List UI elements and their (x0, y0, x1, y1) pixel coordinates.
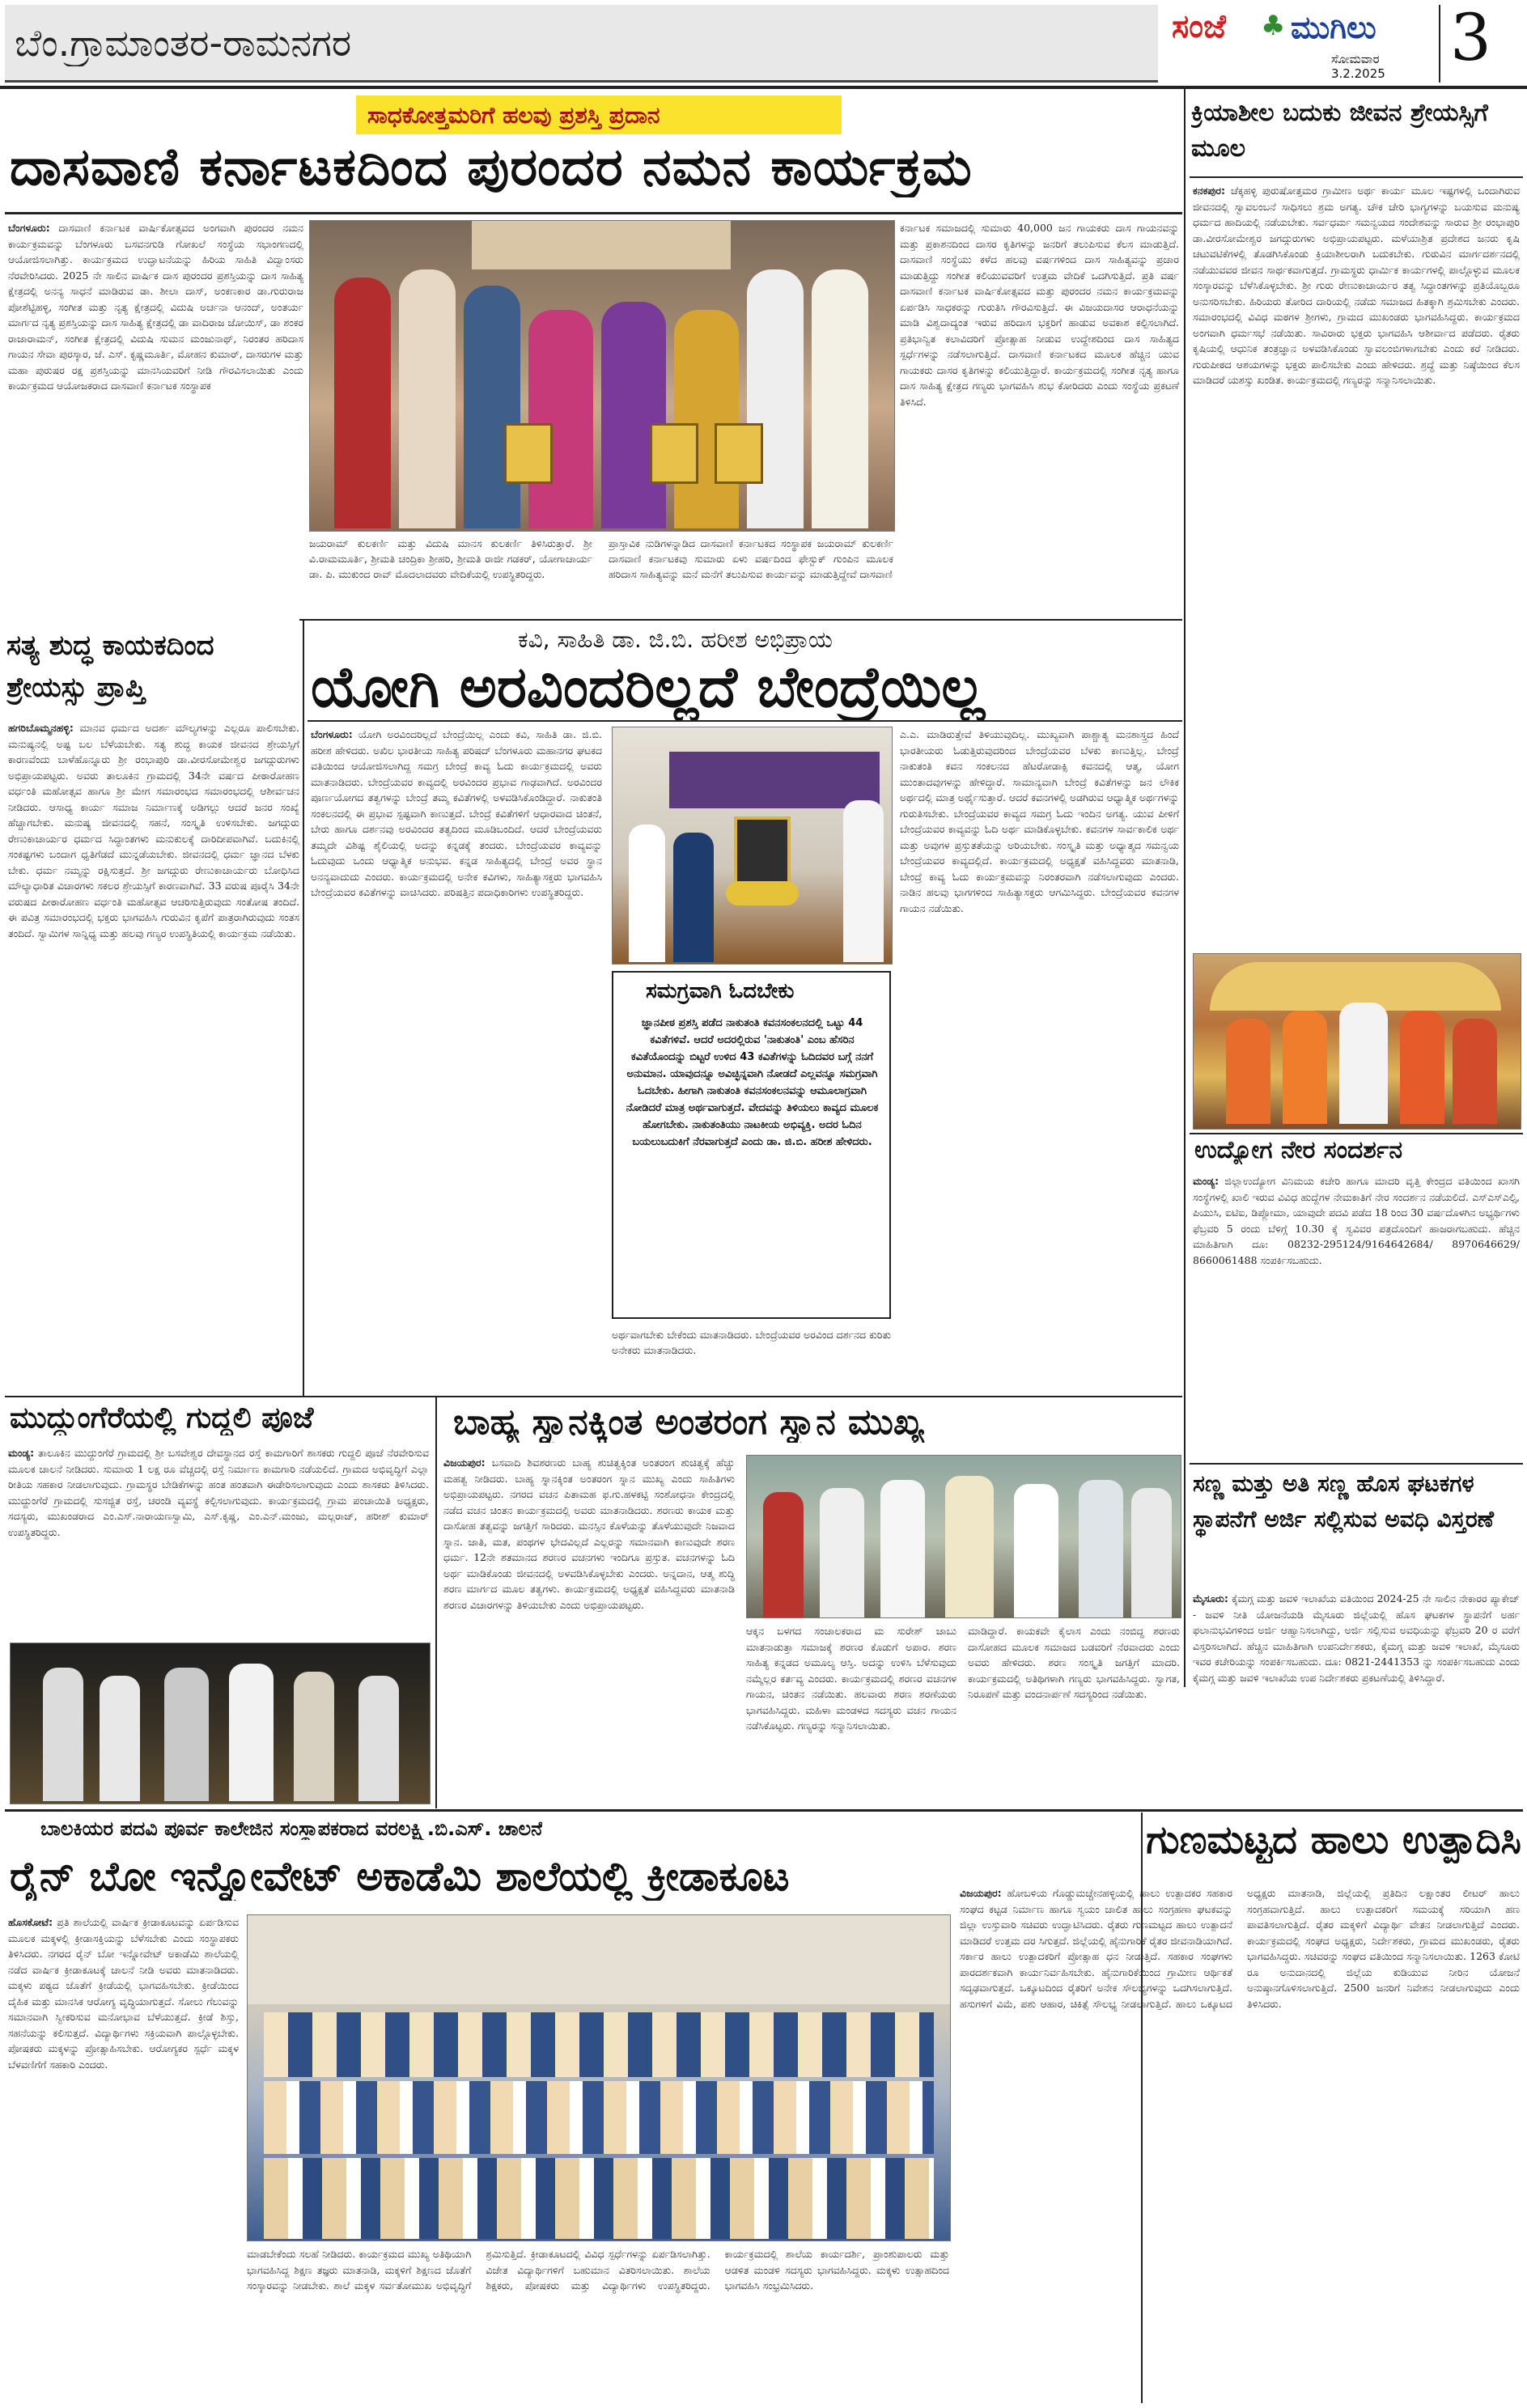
apply-dateline: ಮೈಸೂರು: (1193, 1592, 1228, 1605)
apply-headline-box (1193, 1466, 1521, 1586)
apply-body (1193, 1591, 1520, 1834)
photo-person-silhouette (1400, 1011, 1444, 1124)
photo-person-silhouette (601, 302, 666, 528)
satya-body (8, 720, 299, 1392)
right-story-body (1193, 183, 1520, 943)
yogi-photo-caption: ಅರ್ಥವಾಗಬೇಕು ಬೇಕೆಂದು ಮಾತನಾಡಿದರು. ಬೇಂದ್ರೆಯವರ ಅರವಿಂದ ದರ್ಶನದ ಕುರಿತು ಅನೇಕರು ಮಾತನಾಡಿದರು. (612, 1329, 891, 1356)
satya-dateline: ಹಗರಿಬೊಮ್ಮನಹಳ್ಳಿ: (8, 722, 74, 734)
milk-dateline: ವಿಜಯಪುರ: (960, 1887, 1002, 1899)
photo-person-silhouette (763, 1492, 804, 1617)
photo-person-silhouette (1453, 1019, 1497, 1124)
snana-photo-felicitation (746, 1455, 1181, 1618)
story1-kicker: ಸಾಧಕೋತ್ತಮರಿಗೆ ಹಲವು ಪ್ರಶಸ್ತಿ ಪ್ರದಾನ (367, 102, 660, 129)
guddali-headline: ಮುದ್ದುಂಗೆರೆಯಲ್ಲಿ ಗುದ್ದಲಿ ಪೂಜೆ (10, 1401, 314, 1435)
story1-kicker-box (356, 95, 842, 134)
rainbow-body-left (8, 1914, 239, 2400)
photo-award-frame (504, 423, 553, 484)
guddali-dateline: ಮಂಡ್ಯ: (8, 1447, 35, 1459)
yogi-box-body: ಜ್ಞಾನಪೀಠ ಪ್ರಶಸ್ತಿ ಪಡೆದ ನಾಕುತಂತಿ ಕವನಸಂಕಲನದಲ್ಲಿ ಒಟ್ಟು 44 ಕವಿತೆಗಳಿವೆ. ಆದರೆ ಅದರಲ್ಲಿರುವ 'ನಾಕುತಂತಿ' ಎಂಬ ಹೆಸರಿನ ಕವಿತೆಯೊಂದನ್ನು ಬಿಟ್ಟರೆ ಉಳಿದ 43 ಕವಿತೆಗಳನ್ನು ಓದಿದವರ ಬಗ್ಗೆ ನನಗೆ ಅನುಮಾನ. ಯಾವುದನ್ನೂ ಅವಿಚ್ಛಿನ್ನವಾಗಿ ನೋಡದೆ ಎಲ್ಲವನ್ನೂ ಸಮಗ್ರವಾಗಿ ಓದಬೇಕು. ಹೀಗಾಗಿ ನಾಕುತಂತಿ ಕವನಸಂಕಲನವನ್ನು ಆಮೂಲಾಗ್ರವಾಗಿ ನೋಡಿದರೆ ಮಾತ್ರ ಅರ್ಥವಾಗುತ್ತದೆ. ವೇದವನ್ನು ತಿಳಿಯಲು ಕಾವ್ಯದ ಮೂಲಕ ಹೋಗಬೇಕು. ನಾಕುತಂತಿಯು ನಾಟಕೀಯ ಅಭಿವ್ಯಕ್ತಿ. ಅದರ ಓದಿನ ಬಯಲುಬದುಕಿಗೆ ನೆರವಾಗುತ್ತದೆ ಎಂದು ಡಾ. ಜಿ.ಬಿ. ಹರೀಶ ಹೇಳಿದರು. (626, 1017, 879, 1148)
photo-person-silhouette (1339, 1003, 1388, 1124)
rainbow-headline: ರೈನ್ ಬೋ ಇನ್ನೋವೇಟ್ ಅಕಾಡೆಮಿ ಶಾಲೆಯಲ್ಲಿ ಕ್ರೀಡಾಕೂಟ (10, 1853, 790, 1900)
photo-person-silhouette (812, 269, 868, 528)
guddali-divider (435, 1396, 437, 1808)
page-number: 3 (1450, 0, 1491, 75)
photo-person-silhouette (629, 825, 665, 962)
yogi-body-right: ಎ.ಎ. ಮಾಡಿರುತ್ತೇವೆ ತಿಳಿಯುವುದಿಲ್ಲ. ಮುಖ್ಯವಾಗಿ ಪಾಶ್ಚಾತ್ಯ ಮನಶಾಸ್ತ್ರದ ಹಿಂದೆ ಭಾರತೀಯರು ಓಡುತ್ತಿರುವುದರಿಂದ ಬೇಂದ್ರೆಯವರ ಬೆಳಕು ಕಾಣುತ್ತಿಲ್ಲ. ಬೇಂದ್ರೆ ನಾಕುತಂತಿ ಕವನ ಸಂಕಲನದ ಹೆಟರೋಡಾಕ್ಸಿ ಕವನದಲ್ಲಿ ಆತ್ಮ, ಯೋಗ ಮುಂತಾದವುಗಳನ್ನು ಹೇಳಿದ್ದಾರೆ. ಸಾಮಾನ್ಯವಾಗಿ ಬೇಂದ್ರೆ ಕವಿತೆಗಳನ್ನು ಜನ ಲೌಕಿಕ ಅರ್ಥದಲ್ಲಿ ಮಾತ್ರ ಅರ್ಥೈಸುತ್ತಾರೆ. ಆದರೆ ಕವನಗಳಲ್ಲಿ ಅಡಗಿರುವ ಆಧ್ಯಾತ್ಮಿಕ ಅರ್ಥಗಳನ್ನು ಗುರುತಿಸಬೇಕು. ಬೇಂದ್ರೆಯವರ ಕಾವ್ಯದ ಸಮಗ್ರ ಓದು ಇಂದಿನ ಅಗತ್ಯ. ಯುವ ಪೀಳಿಗೆ ಬೇಂದ್ರೆಯವರ ಕಾವ್ಯವನ್ನು ಓದಿ ಅರ್ಥ ಮಾಡಿಕೊಳ್ಳಬೇಕು. ಕವನಗಳ ಸಾರ್ವಕಾಲಿಕ ಅರ್ಥ ಮತ್ತು ಅವುಗಳ ಪ್ರಸ್ತುತತೆಯನ್ನು ಅರಿಯಬೇಕು. ಸಂಸ್ಕೃತಿ ಮತ್ತು ಅಧ್ಯಾತ್ಮದ ಸಮನ್ವಯ ಬೇಂದ್ರೆಯವರ ಕಾವ್ಯದಲ್ಲಿದೆ. ಕಾರ್ಯಕ್ರಮದಲ್ಲಿ ಅಧ್ಯಕ್ಷತೆ ವಹಿಸಿದ್ದವರು ಮಾತನಾಡಿ, ಬೇಂದ್ರೆ ಕಾವ್ಯ ಓದು ಕಾರ್ಯಕ್ರಮವನ್ನು ನಿರಂತರವಾಗಿ ನಡೆಸಲಾಗುವುದು ಎಂದರು. ನಾಡಿನ ಹಲವು ಭಾಗಗಳಿಂದ ಸಾಹಿತ್ಯಾಸಕ್ತರು ಆಗಮಿಸಿದ್ದರು. ಬೇಂದ್ರೆಯವರ ಕವನಗಳ ಗಾಯನ ನಡೆಯಿತು. (900, 728, 1179, 914)
mid-rule (5, 1396, 1182, 1397)
photo-award-frame (715, 423, 763, 484)
photo-person-silhouette (945, 1476, 994, 1617)
photo-person-silhouette (880, 1480, 925, 1617)
milk-headline: ಗುಣಮಟ್ಟದ ಹಾಲು ಉತ್ಪಾದಿಸಿ (1146, 1817, 1521, 1863)
udyoga-headline: ಉದ್ಯೋಗ ನೇರ ಸಂದರ್ಶನ (1194, 1136, 1403, 1164)
right-story-body-text: ಚೆಕ್ಕಹಳ್ಳಿ ಪುರುಷೋತ್ತಮರ ಗ್ರಾಮೀಣ ಅರ್ಥ ಕಾರ್ಯ ಮೂಲ ಇಷ್ಟಗಳಲ್ಲಿ ಒಂದಾಗಿರುವ ಜೀವನದಲ್ಲಿ ಸ್ವಾವಲಂಬನೆ ಸಾಧಿಸಲು ಶ್ರಮ ಅಗತ್ಯ. ಚೌಕ ಚೇರಿ ಭಾಗ್ಯಗಳನ್ನು ಬಯಸುವ ಮನುಷ್ಯ ಧರ್ಮದ ಹಾದಿಯಲ್ಲಿ ನಡೆಯಬೇಕು. ಸರ್ವಧರ್ಮ ಸಮನ್ವಯದ ಸಂದೇಶವನ್ನು ಸಾರುವ ಶ್ರೀ ರಂಭಾಪುರಿ ಡಾ.ವೀರಸೋಮೇಶ್ವರ ಜಗದ್ಗುರುಗಳು ಅಭಿಪ್ರಾಯಪಟ್ಟರು. ಮಳೆಯಾಶ್ರಿತ ಪ್ರದೇಶದ ಜನರು ಕೃಷಿ ಚಟುವಟಿಕೆಗಳಲ್ಲಿ ತೊಡಗಿಸಿಕೊಂಡು ಕ್ರಿಯಾಶೀಲರಾಗಿ ಬದುಕಬೇಕು. ಗುರುವಿನ ಮಾರ್ಗದರ್ಶನದಲ್ಲಿ ನಡೆಯುವವರ ಜೀವನ ಸಾರ್ಥಕವಾಗುತ್ತದೆ. ಗ್ರಾಮಸ್ಥರು ಧಾರ್ಮಿಕ ಕಾರ್ಯಗಳಲ್ಲಿ ಪಾಲ್ಗೊಳ್ಳುವ ಮೂಲಕ ಸಂಸ್ಕಾರವನ್ನು ಬೆಳೆಸಿಕೊಳ್ಳಬೇಕು. ಶ್ರೀ ಗುರು ರೇಣುಕಾಚಾರ್ಯರ ತತ್ವ ಸಿದ್ಧಾಂತಗಳನ್ನು ಪ್ರತಿಯೊಬ್ಬರೂ ಅನುಸರಿಸಬೇಕು. ಹಿರಿಯರು ತೋರಿದ ದಾರಿಯಲ್ಲಿ ನಡೆದು ಸಮಾಜದ ಹಿತಕ್ಕಾಗಿ ಶ್ರಮಿಸಬೇಕು ಎಂದರು. ಸಮಾರಂಭದಲ್ಲಿ ವಿವಿಧ ಮಠಗಳ ಶ್ರೀಗಳು, ಗ್ರಾಮದ ಮುಖಂಡರು ಭಾಗವಹಿಸಿದ್ದರು. ಕಾರ್ಯಕ್ರಮದ ಅಂಗವಾಗಿ ಧರ್ಮಸಭೆ ನಡೆಯಿತು. ಸಾವಿರಾರು ಭಕ್ತರು ಭಾಗವಹಿಸಿ ಆಶೀರ್ವಾದ ಪಡೆದರು. ರೈತರು ಕೃಷಿಯಲ್ಲಿ ಆಧುನಿಕ ತಂತ್ರಜ್ಞಾನ ಅಳವಡಿಸಿಕೊಂಡು ಸ್ವಾವಲಂಬಿಗಳಾಗಬೇಕು ಎಂದು ಕರೆ ನೀಡಿದರು. ಗುರುಪೀಠದ ಆಶಯಗಳನ್ನು ಭಕ್ತರು ಪಾಲಿಸಬೇಕು ಎಂದು ಹೇಳಿದರು. ಶ್ರದ್ಧೆ ಮತ್ತು ನಿಷ್ಠೆಯಿಂದ ಕೆಲಸ ಮಾಡಿದರೆ ಯಶಸ್ಸು ಖಂಡಿತ. ಕಾರ್ಯಕ್ರಮದಲ್ಲಿ ಗಣ್ಯರನ್ನು ಸನ್ಮಾನಿಸಲಾಯಿತು. (1193, 184, 1520, 386)
photo-backdrop-building (248, 1915, 950, 2004)
story1-rule (5, 212, 1182, 214)
right-story-photo-religious-gathering (1193, 953, 1521, 1130)
photo-person-silhouette (358, 1676, 399, 1801)
rainbow-photo-students (247, 1914, 951, 2241)
photo-person-silhouette (528, 310, 593, 528)
photo-student-row (264, 2012, 934, 2077)
photo-person-silhouette (673, 833, 714, 962)
udyoga-body-text: ಜಿಲ್ಲಾಉದ್ಯೋಗ ವಿನಿಮಯ ಕಚೇರಿ ಹಾಗೂ ಮಾದರಿ ವೃತ್ತಿ ಕೇಂದ್ರದ ವತಿಯಿಂದ ಖಾಸಗಿ ಸಂಸ್ಥೆಗಳಲ್ಲಿ ಖಾಲಿ ಇರುವ ವಿವಿಧ ಹುದ್ದೆಗಳ ನೇಮಕಾತಿಗೆ ನೇರ ಸಂದರ್ಶನ ನಡೆಯಲಿದೆ. ಎಸ್ಎಸ್ಎಲ್ಸಿ, ಪಿಯುಸಿ, ಐಟಿಐ, ಡಿಪ್ಲೋಮಾ, ಯಾವುದೇ ಪದವಿ ಪಡೆದ 18 ರಿಂದ 30 ವರ್ಷದೊಳಗಿನ ಅಭ್ಯರ್ಥಿಗಳು ಫೆಬ್ರವರಿ 5 ರಂದು ಬೆಳಿಗ್ಗೆ 10.30 ಕ್ಕೆ ಸ್ವವಿವರ ಪತ್ರದೊಂದಿಗೆ ಹಾಜರಾಗಬಹುದು. ಹೆಚ್ಚಿನ ಮಾಹಿತಿಗಾಗಿ ದೂ: 08232-295124/9164642684/ 8970646629/ 8660061488 ಸಂಪರ್ಕಿಸಬಹುದು. (1193, 1175, 1520, 1266)
snana-headline: ಬಾಹ್ಯ ಸ್ನಾನಕ್ಕಿಂತ ಅಂತರಂಗ ಸ್ನಾನ ಮುಖ್ಯ (453, 1401, 924, 1443)
rainbow-kicker: ಬಾಲಕಿಯರ ಪದವಿ ಪೂರ್ವ ಕಾಲೇಜಿನ ಸಂಸ್ಥಾಪಕರಾದ ವರಲಕ್ಷ್ಮಿ.ಬಿ.ಎಸ್. ಚಾಲನೆ (40, 1817, 543, 1840)
rainbow-body-bottom: ಮಾಡಬೇಕೆಂದು ಸಲಹೆ ನೀಡಿದರು. ಕಾರ್ಯಕ್ರಮದ ಮುಖ್ಯ ಅತಿಥಿಯಾಗಿ ಭಾಗವಹಿಸಿದ್ದ ಶಿಕ್ಷಣ ತಜ್ಞರು ಮಾತನಾಡಿ, ಮಕ್ಕಳಿಗೆ ಶಿಕ್ಷಣದ ಜೊತೆಗೆ ಸಂಸ್ಕಾರವನ್ನು ನೀಡಬೇಕು. ಶಾಲೆ ಮಕ್ಕಳ ಸರ್ವತೋಮುಖ ಅಭಿವೃದ್ಧಿಗೆ ಶ್ರಮಿಸುತ್ತಿದೆ. ಕ್ರೀಡಾಕೂಟದಲ್ಲಿ ವಿವಿಧ ಸ್ಪರ್ಧೆಗಳನ್ನು ಏರ್ಪಡಿಸಲಾಗಿತ್ತು. ವಿಜೇತ ವಿದ್ಯಾರ್ಥಿಗಳಿಗೆ ಬಹುಮಾನ ವಿತರಿಸಲಾಯಿತು. ಶಾಲೆಯ ಶಿಕ್ಷಕರು, ಪೋಷಕರು ಮತ್ತು ವಿದ್ಯಾರ್ಥಿಗಳು ಉಪಸ್ಥಿತರಿದ್ದರು. ಕಾರ್ಯಕ್ರಮದಲ್ಲಿ ಶಾಲೆಯ ಕಾರ್ಯದರ್ಶಿ, ಪ್ರಾಂಶುಪಾಲರು ಮತ್ತು ಆಡಳಿತ ಮಂಡಳಿ ಸದಸ್ಯರು ಭಾಗವಹಿಸಿದ್ದರು. ಮಕ್ಕಳು ಉತ್ಸಾಹದಿಂದ ಭಾಗವಹಿಸಿ ಸಂಭ್ರಮಿಸಿದರು. (247, 2248, 949, 2291)
apply-rule (1190, 1463, 1523, 1465)
photo-person-silhouette (43, 1668, 83, 1801)
story1-dateline: ಬೆಂಗಳೂರು: (8, 222, 50, 234)
snana-body-left-text: ಬಸವಾದಿ ಶಿವಶರಣರು ಬಾಹ್ಯ ಶುಚಿತ್ವಕ್ಕಿಂತ ಅಂತರಂಗ ಶುಚಿತ್ವಕ್ಕೆ ಹೆಚ್ಚು ಮಹತ್ವ ನೀಡಿದರು. ಬಾಹ್ಯ ಸ್ನಾನಕ್ಕಿಂತ ಅಂತರಂಗ ಸ್ನಾನ ಮುಖ್ಯ ಎಂದು ಸಾಹಿತಿಗಳು ಅಭಿಪ್ರಾಯಪಟ್ಟರು. ನಗರದ ವಚನ ಪಿತಾಮಹ ಫ.ಗು.ಹಳಕಟ್ಟಿ ಸಂಶೋಧನಾ ಕೇಂದ್ರದಲ್ಲಿ ನಡೆದ ವಚನ ಚಿಂತನ ಕಾರ್ಯಕ್ರಮದಲ್ಲಿ ಅವರು ಮಾತನಾಡಿದರು. ಶರಣರು ಕಾಯಕ ಮತ್ತು ದಾಸೋಹ ತತ್ವವನ್ನು ಜಗತ್ತಿಗೆ ಸಾರಿದರು. ಮನಸ್ಸಿನ ಕೊಳೆಯನ್ನು ತೊಳೆಯುವುದೇ ನಿಜವಾದ ಸ್ನಾನ. ಜಾತಿ, ಮತ, ಪಂಥಗಳ ಭೇದವಿಲ್ಲದೆ ಎಲ್ಲರನ್ನು ಸಮಾನವಾಗಿ ಕಾಣುವುದೇ ಶರಣ ಧರ್ಮ. 12ನೇ ಶತಮಾನದ ಶರಣರ ವಚನಗಳು ಇಂದಿಗೂ ಪ್ರಸ್ತುತ. ವಚನಗಳನ್ನು ಓದಿ ಅರ್ಥ ಮಾಡಿಕೊಂಡು ಜೀವನದಲ್ಲಿ ಅಳವಡಿಸಿಕೊಳ್ಳಬೇಕು ಎಂದರು. ಅನ್ನದಾನ, ಆತ್ಮ ಶುದ್ಧಿ ಶರಣ ಮಾರ್ಗದ ಮೂಲ ತತ್ವಗಳು. ಕಾರ್ಯಕ್ರಮದಲ್ಲಿ ಅಧ್ಯಕ್ಷತೆ ವಹಿಸಿದ್ದವರು ಮಾತನಾಡಿ ಶರಣರ ವಿಚಾರಗಳನ್ನು ತಿಳಿಯಬೇಕು ಎಂದು ಅಭಿಪ್ರಾಯಪಟ್ಟರು. (443, 1456, 735, 1611)
palm-tree-icon: ♣ (1261, 10, 1286, 42)
right-story-rule (1190, 176, 1523, 178)
masthead-rule (0, 86, 1527, 89)
issue-day: ಸೋಮವಾರ (1331, 52, 1380, 66)
paper-name-part1: ಸಂಜೆ (1172, 8, 1227, 45)
guddali-body-text: ತಾಲೂಕಿನ ಮುದ್ದುಂಗೆರೆ ಗ್ರಾಮದಲ್ಲಿ ಶ್ರೀ ಬಸವೇಶ್ವರ ದೇವಸ್ಥಾನದ ರಸ್ತೆ ಕಾಮಗಾರಿಗೆ ಶಾಸಕರು ಗುದ್ದಲಿ ಪೂಜೆ ನೆರವೇರಿಸುವ ಮೂಲಕ ಚಾಲನೆ ನೀಡಿದರು. ಸುಮಾರು 1 ಲಕ್ಷ ರೂ ವೆಚ್ಚದಲ್ಲಿ ರಸ್ತೆ ನಿರ್ಮಾಣ ಕಾಮಗಾರಿ ನಡೆಯಲಿದೆ. ಗ್ರಾಮದ ಅಭಿವೃದ್ಧಿಗೆ ಎಲ್ಲಾ ರೀತಿಯ ಸಹಕಾರ ನೀಡಲಾಗುವುದು. ಗ್ರಾಮಸ್ಥರ ಬೇಡಿಕೆಗಳನ್ನು ಹಂತ ಹಂತವಾಗಿ ಈಡೇರಿಸಲಾಗುವುದು ಎಂದು ಶಾಸಕರು ತಿಳಿಸಿದರು. ಮುದ್ದುಂಗೆರೆ ಗ್ರಾಮದಲ್ಲಿ ಸುಸಜ್ಜಿತ ರಸ್ತೆ, ಚರಂಡಿ ವ್ಯವಸ್ಥೆ ಕಲ್ಪಿಸಲಾಗುವುದು. ಕಾರ್ಯಕ್ರಮದಲ್ಲಿ ಗ್ರಾಮ ಪಂಚಾಯಿತಿ ಅಧ್ಯಕ್ಷರು, ಸದಸ್ಯರು, ಮುಖಂಡರಾದ ಎಂ.ಎಸ್.ನಾರಾಯಣಸ್ವಾಮಿ, ಎಸ್.ಕೃಷ್ಣ, ಎಂ.ಎನ್.ಮಂಜು, ಮಲ್ಲರಾಜ್, ಹರೀಶ್ ಕುಮಾರ್ ಉಪಸ್ಥಿತರಿದ್ದರು. (8, 1447, 429, 1538)
issue-date: 3.2.2025 (1331, 66, 1385, 81)
paper-name-part2: ಮುಗಿಲು (1291, 10, 1376, 45)
photo-student-row (264, 2081, 934, 2154)
satya-headline: ಸತ್ಯ ಶುದ್ಧ ಕಾಯಕದಿಂದ ಶ್ರೇಯಸ್ಸು ಪ್ರಾಪ್ತಿ (6, 630, 214, 704)
photo-person-silhouette (1131, 1488, 1172, 1617)
photo-person-silhouette (229, 1664, 274, 1801)
photo-person-silhouette (1226, 1019, 1270, 1124)
guddali-photo-ground-breaking (10, 1643, 431, 1804)
yogi-body-left (311, 727, 602, 1390)
guddali-body (8, 1445, 429, 1639)
masthead-divider (1439, 5, 1440, 83)
photo-person-silhouette (1283, 1011, 1327, 1124)
photo-person-silhouette (334, 278, 391, 528)
rainbow-body-left-text: ಪ್ರತಿ ಶಾಲೆಯಲ್ಲಿ ವಾರ್ಷಿಕ ಕ್ರೀಡಾಕೂಟವನ್ನು ಏರ್ಪಡಿಸುವ ಮೂಲಕ ಮಕ್ಕಳಲ್ಲಿ ಕ್ರೀಡಾಸಕ್ತಿಯನ್ನು ಬೆಳೆಸಬೇಕು ಎಂದು ಸಂಸ್ಥಾಪಕರು ತಿಳಿಸಿದರು. ನಗರದ ರೈನ್ ಬೋ ಇನ್ನೋವೇಟ್ ಅಕಾಡೆಮಿ ಶಾಲೆಯಲ್ಲಿ ನಡೆದ ವಾರ್ಷಿಕ ಕ್ರೀಡಾಕೂಟಕ್ಕೆ ಚಾಲನೆ ನೀಡಿ ಅವರು ಮಾತನಾಡಿದರು. ಮಕ್ಕಳು ಪಠ್ಯದ ಜೊತೆಗೆ ಕ್ರೀಡೆಯಲ್ಲಿ ಭಾಗವಹಿಸಬೇಕು. ಕ್ರೀಡೆಯಿಂದ ದೈಹಿಕ ಮತ್ತು ಮಾನಸಿಕ ಆರೋಗ್ಯ ವೃದ್ಧಿಯಾಗುತ್ತದೆ. ಸೋಲು ಗೆಲುವನ್ನು ಸಮಾನವಾಗಿ ಸ್ವೀಕರಿಸುವ ಮನೋಭಾವ ಬೆಳೆಯುತ್ತದೆ. ಕ್ರೀಡೆ ಶಿಸ್ತು, ಸಹನೆಯನ್ನು ಕಲಿಸುತ್ತದೆ. ವಿದ್ಯಾರ್ಥಿಗಳು ಸಕ್ರಿಯವಾಗಿ ಪಾಲ್ಗೊಳ್ಳಬೇಕು. ಪೋಷಕರು ಮಕ್ಕಳನ್ನು ಪ್ರೋತ್ಸಾಹಿಸಬೇಕು. ಆರೋಗ್ಯಕರ ಸ್ಪರ್ಧೆ ಮಕ್ಕಳ ಬೆಳವಣಿಗೆಗೆ ಸಹಕಾರಿ ಎಂದರು. (8, 1916, 239, 2071)
snana-dateline: ವಿಜಯಪುರ: (443, 1456, 486, 1469)
story1-bottom-rule (299, 619, 1182, 621)
rainbow-dateline: ಹೊಸಕೋಟೆ: (8, 1916, 53, 1928)
photo-person-silhouette (1014, 1484, 1058, 1617)
story1-photo-caption-right: ಪ್ರಾಸ್ತಾವಿಕ ನುಡಿಗಳನ್ನಾಡಿದ ದಾಸವಾಣಿ ಕರ್ನಾಟಕದ ಸಂಸ್ಥಾಪಕ ಜಯರಾಮ್ ಕುಲಕರ್ಣಿ ದಾಸವಾಣಿ ಕರ್ನಾಟಕವು ಸುಮಾರು ಏಳು ವರ್ಷದಿಂದ ಫೇಸ್ಬುಕ್ ಗುಂಪಿನ ಮೂಲಕ ಹರಿದಾಸ ಸಾಹಿತ್ಯವನ್ನು ಮನೆ ಮನೆಗೆ ತಲುಪಿಸುವ ಕಾರ್ಯವನ್ನು ಮಾಡುತ್ತಿದ್ದೇವೆ ದಾಸವಾಣಿ (609, 537, 893, 580)
apply-body-text: ಕೈಮಗ್ಗ ಮತ್ತು ಜವಳಿ ಇಲಾಖೆಯ ವತಿಯಿಂದ 2024-25 ನೇ ಸಾಲಿನ ನೇಕಾರರ ಪ್ಯಾಕೇಜ್ - ಜವಳಿ ನೀತಿ ಯೋಜನೆಯಡಿ ಮೈಸೂರು ಜಿಲ್ಲೆಯಲ್ಲಿ ಹೊಸ ಘಟಕಗಳ ಸ್ಥಾಪನೆಗೆ ಅರ್ಹ ಫಲಾನುಭವಿಗಳಿಂದ ಅರ್ಜಿ ಆಹ್ವಾನಿಸಲಾಗಿದ್ದು, ಅರ್ಜಿ ಸಲ್ಲಿಸುವ ಅವಧಿಯನ್ನು ಫೆಬ್ರವರಿ 20 ರ ವರೆಗೆ ವಿಸ್ತರಿಸಲಾಗಿದೆ. ಹೆಚ್ಚಿನ ಮಾಹಿತಿಗಾಗಿ ಉಪನಿರ್ದೇಶಕರು, ಕೈಮಗ್ಗ ಮತ್ತು ಜವಳಿ ಇಲಾಖೆ, ಮೈಸೂರು ಇವರ ಕಚೇರಿಯನ್ನು ಸಂಪರ್ಕಿಸಬಹುದು. ದೂ: 0821-2441353 ನ್ನು ಸಂಪರ್ಕಿಸಬಹುದು ಎಂದು ಕೈಮಗ್ಗ ಮತ್ತು ಜವಳಿ ಇಲಾಖೆಯ ಉಪ ನಿರ್ದೇಶಕರು ಪ್ರಕಟಣೆಯಲ್ಲಿ ತಿಳಿಸಿದ್ದಾರೆ. (1193, 1592, 1520, 1684)
photo-person-silhouette (1079, 1480, 1123, 1617)
photo-person-silhouette (100, 1676, 140, 1801)
story1-photo-caption-left: ಜಯರಾಮ್ ಕುಲಕರ್ಣಿ ಮತ್ತು ವಿದುಷಿ ಮಾನಸ ಕುಲಕರ್ಣಿ ತಿಳಿಸಿರುತ್ತಾರೆ. ಶ್ರೀ ವಿ.ರಾಮಮೂರ್ತಿ, ಶ್ರೀಮತಿ ಚಂದ್ರಿಕಾ ಶ್ರೀಹರಿ, ಶ್ರೀಮತಿ ರಾಜೀ ಗಡಕರ್, ಯೋಗಾಚಾರ್ಯ ಡಾ. ಪಿ. ಮುಕುಂದ ರಾವ್ ಮೊದಲಾದವರು ವೇದಿಕೆಯಲ್ಲಿ ಉಪಸ್ಥಿತರಿದ್ದರು. (309, 537, 592, 580)
udyoga-body (1193, 1173, 1520, 1456)
photo-person-silhouette (399, 269, 456, 528)
milk-body (960, 1885, 1520, 2400)
photo-person-silhouette (294, 1672, 334, 1801)
story1-body-right: ಕರ್ನಾಟಕ ಸಮಾಜದಲ್ಲಿ ಸುಮಾರು 40,000 ಜನ ಗಾಯಕರು ದಾಸ ಗಾಯನವನ್ನು ಮತ್ತು ಪ್ರಕಾಶನದಿಂದ ದಾಸರ ಕೃತಿಗಳನ್ನು ಜನರಿಗೆ ತಲುಪಿಸುವ ಕೆಲಸ ಮಾಡುತ್ತಿದೆ. ದಾಸವಾಣಿ ಸಂಸ್ಥೆಯು ಕಳೆದ ಹಲವು ವರ್ಷಗಳಿಂದ ದಾಸ ಸಾಹಿತ್ಯವನ್ನು ಪ್ರಚಾರ ಮಾಡುತ್ತಿದ್ದು ಸಂಗೀತ ಕಲಿಯುವವರಿಗೆ ಉತ್ತಮ ವೇದಿಕೆ ಒದಗಿಸುತ್ತಿದೆ. ಪ್ರತಿ ವರ್ಷ ದಾಸವಾಣಿ ಕರ್ನಾಟಕ ವಾರ್ಷಿಕೋತ್ಸವದ ಮತ್ತು ಪುರಂದರ ನಮನ ಕಾರ್ಯಕ್ರಮವನ್ನು ಏರ್ಪಡಿಸಿ ಸಾಧಕರನ್ನು ಗುರುತಿಸಿ ಗೌರವಿಸುತ್ತಿದೆ. ಈ ವಿಜಯದಾಸರ ಆರಾಧನೆಯನ್ನು ಮಾಡಿ ವಿಶ್ವದಾದ್ಯಂತ ಇರುವ ಹರಿದಾಸ ಭಕ್ತರಿಗೆ ಹಾಡುವ ಅವಕಾಶ ಕಲ್ಪಿಸಲಾಗಿದೆ. ಪ್ರತಿಭಾನ್ವಿತ ಕಲಾವಿದರಿಗೆ ಪ್ರೋತ್ಸಾಹ ನೀಡುವ ಉದ್ದೇಶದಿಂದ ದಾಸ ಸಾಹಿತ್ಯದ ಸ್ಪರ್ಧೆಗಳನ್ನು ನಡೆಸಲಾಗುತ್ತಿದೆ. ದಾಸವಾಣಿ ಕರ್ನಾಟಕದ ಮೂಲಕ ಹೆಚ್ಚಿನ ಯುವ ಗಾಯಕರು ದಾಸರ ಕೃತಿಗಳನ್ನು ಕಲಿಯುತ್ತಿದ್ದಾರೆ. ಕಾರ್ಯಕ್ರಮದಲ್ಲಿ ಸಂಗೀತ ನೃತ್ಯ ಹಾಗೂ ದಾಸ ಸಾಹಿತ್ಯ ಕ್ಷೇತ್ರದ ಗಣ್ಯರು ಭಾಗವಹಿಸಿ ಶುಭ ಕೋರಿದರು ಎಂದು ಸಂಸ್ಥೆಯ ಪ್ರಕಟಣೆ ತಿಳಿಸಿದೆ. (900, 222, 1179, 408)
satya-divider (303, 619, 304, 1396)
right-story-headline: ಕ್ರಿಯಾಶೀಲ ಬದುಕು ಜೀವನ ಶ್ರೇಯಸ್ಸಿಗೆ ಮೂಲ (1191, 99, 1488, 163)
snana-body-right: ಆಕ್ಕನ ಬಳಗದ ಸಂಚಾಲಕರಾದ ಮ ಸುರೇಶ್ ಜಾಬು ಮಾತನಾಡುತ್ತಾ ಸಮಾಜಕ್ಕೆ ಶರಣರ ಕೊಡುಗೆ ಅಪಾರ. ಶರಣ ಸಾಹಿತ್ಯ ಕನ್ನಡದ ಅಮೂಲ್ಯ ಆಸ್ತಿ. ಅದನ್ನು ಉಳಿಸಿ ಬೆಳೆಸುವುದು ನಮ್ಮೆಲ್ಲರ ಕರ್ತವ್ಯ ಎಂದರು. ಕಾರ್ಯಕ್ರಮದಲ್ಲಿ ಶರಣರ ವಚನಗಳ ಗಾಯನ, ಚಿಂತನ ನಡೆಯಿತು. ಹಲವಾರು ಶರಣ ಶರಣೆಯರು ಭಾಗವಹಿಸಿದ್ದರು. ಮಹಿಳಾ ಮಂಡಳದ ಸದಸ್ಯರು ವಚನ ಗಾಯನ ನಡೆಸಿಕೊಟ್ಟರು. ಗಣ್ಯರನ್ನು ಸನ್ಮಾನಿಸಲಾಯಿತು. (746, 1625, 956, 1732)
apply-headline: ಸಣ್ಣ ಮತ್ತು ಅತಿ ಸಣ್ಣ ಹೊಸ ಘಟಕಗಳ ಸ್ಥಾಪನೆಗೆ ಅರ್ಜಿ ಸಲ್ಲಿಸುವ ಅವಧಿ ವಿಸ್ತರಣೆ (1193, 1470, 1495, 1533)
right-story-dateline: ಕನಕಪುರ: (1193, 184, 1225, 197)
lower-rule (5, 1809, 1523, 1812)
paper-logo (1165, 5, 1432, 83)
yogi-photo-tribute (612, 727, 893, 964)
photo-backdrop-banner (472, 221, 731, 269)
photo-person-silhouette (820, 1488, 864, 1617)
photo-person-silhouette (164, 1668, 209, 1801)
photo-portrait-frame (734, 816, 791, 885)
photo-person-silhouette (747, 269, 804, 528)
satya-headline-box (6, 625, 299, 715)
photo-person-silhouette (674, 310, 739, 528)
satya-body-text: ಮಾನವ ಧರ್ಮದ ಅದರ್ಶ ಮೌಲ್ಯಗಳನ್ನು ಎಲ್ಲರೂ ಪಾಲಿಸಬೇಕು. ಮನುಷ್ಯನಲ್ಲಿ ಅಷ್ಟ ಬಲ ಬೆಳೆಯಬೇಕು. ಸತ್ಯ ಶುದ್ಧ ಕಾಯಕ ಜೀವನದ ಶ್ರೇಯಸ್ಸಿಗೆ ಕಾರಣವೆಂದು ಬಾಳೆಹೊನ್ನೂರು ಶ್ರೀ ರಂಭಾಪುರಿ ಡಾ.ವೀರಸೋಮೇಶ್ವರ ಜಗದ್ಗುರುಗಳು ಅಭಿಪ್ರಾಯಪಟ್ಟರು. ಅವರು ತಾಲೂಕಿನ ಗ್ರಾಮದಲ್ಲಿ 34ನೇ ವರ್ಷದ ಪೀಠಾರೋಹಣ ವರ್ಧಂತಿ ಮಹೋತ್ಸವ ಹಾಗೂ ಶ್ರೀ ಮೇಗ ಸಮಾರಂಭದ ಸಮಾರಂಭದಲ್ಲಿ ಆಶೀರ್ವಚನ ನೀಡಿದರು. ಆಸಾಧ್ಯ ಕಾರ್ಯ ಸಮಾಜ ನಿರ್ಮಾಣಕ್ಕೆ ಅಡಿಗಲ್ಲು ಆದರೆ ಜನರ ಸಂಖ್ಯೆ ಹೆಚ್ಚಾಗಬೇಕು. ಮನುಷ್ಯ ಜೀವನದಲ್ಲಿ ಸಹನೆ, ಸಂಸ್ಕೃತಿ ಉಳಿಸಬೇಕು. ಜಗದ್ಗುರು ರೇಣುಕಾಚಾರ್ಯರ ಧರ್ಮದ ಸಿದ್ಧಾಂತಗಳು ಮನುಕುಲಕ್ಕೆ ದಾರಿದೀಪವಾಗಿವೆ. ಬದುಕಿನಲ್ಲಿ ಸಂಕಷ್ಟಗಳು ಬಂದಾಗ ಧೃತಿಗೆಡದೆ ಮುನ್ನಡೆಯಬೇಕು. ಜೀವನದಲ್ಲಿ ಧರ್ಮ ಜ್ಞಾನದ ಬೆಳಕು ಬೇಕು. ಧರ್ಮ ನಮ್ಮನ್ನು ರಕ್ಷಿಸುತ್ತದೆ. ಶ್ರೀ ಜಗದ್ಗುರು ರೇಣುಕಾಚಾರ್ಯರು ಬೋಧಿಸಿದ ಮೌಲ್ಯಾಧಾರಿತ ವಿಚಾರಗಳು ಸಕಲರ ಶ್ರೇಯಸ್ಸಿಗೆ ಕಾರಣವಾಗಿವೆ. 33 ವರುಷ ಪೂರೈಸಿ 34ನೇ ವರುಷದ ಪೀಠಾರೋಹಣ ವರ್ಧಂತಿ ಮಹೋತ್ಸವ ಆಚರಿಸುತ್ತಿರುವುದು ಸಂತೋಷ ತಂದಿದೆ. ಈ ಪವಿತ್ರ ಸಮಾರಂಭದಲ್ಲಿ ಭಕ್ತರು ಭಾಗವಹಿಸಿ ಗುರುವಿನ ಕೃಪೆಗೆ ಪಾತ್ರರಾಗಿರುವುದು ಸಂತಸ ತಂದಿದೆ. ಸ್ವಾಮಿಗಳ ಸಾನ್ನಿಧ್ಯ ಮತ್ತು ಹಲವು ಗಣ್ಯರ ಉಪಸ್ಥಿತಿಯಲ್ಲಿ ಕಾರ್ಯಕ್ರಮ ನಡೆಯಿತು. (8, 722, 299, 939)
yogi-rule (308, 720, 1182, 722)
yogi-box-title: ಸಮಗ್ರವಾಗಿ ಓದಬೇಕು (646, 979, 795, 1003)
snana-body-far-right: ಮಾಡಿದ್ದಾರೆ. ಕಾಯಕವೇ ಕೈಲಾಸ ಎಂದು ನಂಬಿದ್ದ ಶರಣರು ದಾಸೋಹದ ಮೂಲಕ ಸಮಾಜದ ಬಡವರಿಗೆ ನೆರವಾದರು ಎಂದು ಅವರು ಹೇಳಿದರು. ಶರಣ ಸಂಸ್ಕೃತಿ ಜಗತ್ತಿಗೆ ಮಾದರಿ. ಕಾರ್ಯಕ್ರಮದಲ್ಲಿ ಅತಿಥಿಗಳಾಗಿ ಗಣ್ಯರು ಭಾಗವಹಿಸಿದ್ದರು. ಸ್ವಾಗತ, ನಿರೂಪಣೆ ಮತ್ತು ವಂದನಾರ್ಪಣೆ ಸದಸ್ಯರಿಂದ ನಡೆಯಿತು. (968, 1625, 1180, 1700)
snana-body-left (443, 1455, 735, 1803)
photo-person-silhouette (464, 286, 520, 528)
right-column-divider (1184, 89, 1186, 1687)
photo-award-frame (650, 423, 698, 484)
story1-photo-award-ceremony (309, 220, 895, 532)
photo-backdrop-banner (669, 752, 880, 808)
udyoga-rule (1190, 1133, 1523, 1134)
section-title: ಬೆಂ.ಗ್ರಾಮಾಂತರ-ರಾಮನಗರ (15, 21, 352, 65)
udyoga-dateline: ಮಂಡ್ಯ: (1193, 1175, 1219, 1187)
story1-body-left-text: ದಾಸವಾಣಿ ಕರ್ನಾಟಕ ವಾರ್ಷಿಕೋತ್ಸವದ ಅಂಗವಾಗಿ ಪುರಂದರ ನಮನ ಕಾರ್ಯಕ್ರಮವನ್ನು ಬೆಂಗಳೂರು ಬಸವನಗುಡಿ ಗೋಖಲೆ ಸಂಸ್ಥೆಯ ಸಭಾಂಗಣದಲ್ಲಿ ಆಯೋಜಿಸಲಾಗಿತ್ತು. ಕಾರ್ಯಕ್ರಮದ ಉದ್ಘಾಟನೆಯನ್ನು ಹಿರಿಯ ಸಾಹಿತಿ ವಿದ್ವಾಂಸರು ನೆರವೇರಿಸಿದರು. 2025 ನೇ ಸಾಲಿನ ವಾರ್ಷಿಕ ದಾಸ ಪುರಂದರ ಪ್ರಶಸ್ತಿಯನ್ನು ದಾಸ ಸಾಹಿತ್ಯ ಕ್ಷೇತ್ರದಲ್ಲಿ ಅನನ್ಯ ಸಾಧನೆ ಮಾಡಿರುವ ಡಾ. ಶೀಲಾ ದಾಸ್, ಅಂಕಣಕಾರ ಡಾ.ಗುರುರಾಜ ಪೋಶೆಟ್ಟಿಹಳ್ಳಿ, ಸಂಗೀತ ಮತ್ತು ನೃತ್ಯ ಕ್ಷೇತ್ರದಲ್ಲಿ ವಿದುಷಿ ಅರ್ಚನಾ ಆನಂದ್, ಅಂತರ್ಯ ಮಾರ್ಗದ ನೃತ್ಯ ಪ್ರಶಸ್ತಿಯನ್ನು ದಾಸ ಸಾಹಿತ್ಯ ಕ್ಷೇತ್ರದಲ್ಲಿ ಡಾ ವಾದಿರಾಜ ಜೋಯಿಸ್, ಡಾ ಶಂಕರ ರಾಜಾರಾಮನ್, ಸಂಗೀತ ಕ್ಷೇತ್ರದಲ್ಲಿ ವಿದುಷಿ ಸುಮನ ಮಂಜುನಾಥ್, ನಿರಂತರ ಹರಿದಾಸ ಗಾಯನ ಸೇವಾ ಪುರಸ್ಕಾರ, ಜೆ. ಎಸ್. ಕೃಷ್ಣಮೂರ್ತಿ, ಮೋಹನ ಕುಮಾರ್, ದಾಸರುಗಳ ಮತ್ತು ಮಹಾ ಪುರುಷರ ರಕ್ಷ ಪ್ರಶಸ್ತಿಯನ್ನು ಮಾನಸಿಯವರಿಗೆ ನೀಡಿ ಗೌರವಿಸಲಾಯಿತು ಎಂದು ಕಾರ್ಯಕ್ರಮದ ಆಯೋಜಕರಾದ ದಾಸವಾಣಿ ಕರ್ನಾಟಕ ಸಂಸ್ಥಾಪಕ (8, 222, 303, 392)
yogi-dateline: ಬೆಂಗಳೂರು: (311, 728, 353, 740)
yogi-sidebar-box (612, 971, 891, 1319)
right-story-headline-box (1191, 95, 1521, 173)
section-banner (5, 5, 1158, 83)
yogi-kicker: ಕವಿ, ಸಾಹಿತಿ ಡಾ. ಜಿ.ಬಿ. ಹರೀಶ ಅಭಿಪ್ರಾಯ (518, 626, 833, 653)
photo-person-silhouette (843, 800, 884, 962)
photo-student-row (264, 2158, 934, 2239)
story1-headline: ದಾಸವಾಣಿ ಕರ್ನಾಟಕದಿಂದ ಪುರಂದರ ನಮನ ಕಾರ್ಯಕ್ರಮ (10, 138, 973, 197)
milk-body-text: ಹೋಬಳಿಯ ಗೊಡ್ಡುಮಚ್ಚೇನಹಳ್ಳಿಯಲ್ಲಿ ಹಾಲು ಉತ್ಪಾದಕರ ಸಹಕಾರ ಸಂಘದ ಕಟ್ಟಡ ನಿರ್ಮಾಣ ಹಾಗೂ ಸ್ವಯಂ ಚಾಲಿತ ಹಾಲು ಸಂಗ್ರಹಣಾ ಘಟಕವನ್ನು ಜಿಲ್ಲಾ ಉಸ್ತುವಾರಿ ಸಚಿವರು ಉದ್ಘಾಟಿಸಿದರು. ರೈತರು ಗುಣಮಟ್ಟದ ಹಾಲು ಉತ್ಪಾದನೆ ಮಾಡಿದರೆ ಉತ್ತಮ ದರ ಸಿಗುತ್ತದೆ. ಜಿಲ್ಲೆಯಲ್ಲಿ ಹೈನುಗಾರಿಕೆ ರೈತರ ಜೀವನಾಡಿಯಾಗಿದೆ. ಸರ್ಕಾರ ಹಾಲು ಉತ್ಪಾದಕರಿಗೆ ಪ್ರೋತ್ಸಾಹ ಧನ ನೀಡುತ್ತಿದೆ. ಸಹಕಾರ ಸಂಘಗಳು ಪಾರದರ್ಶಕವಾಗಿ ಕಾರ್ಯನಿರ್ವಹಿಸಬೇಕು. ಹೈನುಗಾರಿಕೆಯಿಂದ ಗ್ರಾಮೀಣ ಆರ್ಥಿಕತೆ ಸದೃಢವಾಗುತ್ತದೆ. ಒಕ್ಕೂಟದಿಂದ ರೈತರಿಗೆ ಅನೇಕ ಸೌಲಭ್ಯಗಳನ್ನು ಒದಗಿಸಲಾಗುತ್ತಿದೆ. ಹಸುಗಳಿಗೆ ವಿಮೆ, ಪಶು ಆಹಾರ, ಚಿಕಿತ್ಸೆ ಸೌಲಭ್ಯ ನೀಡಲಾಗುತ್ತಿದೆ. ಹಾಲು ಒಕ್ಕೂಟದ ಅಧ್ಯಕ್ಷರು ಮಾತನಾಡಿ, ಜಿಲ್ಲೆಯಲ್ಲಿ ಪ್ರತಿದಿನ ಲಕ್ಷಾಂತರ ಲೀಟರ್ ಹಾಲು ಸಂಗ್ರಹವಾಗುತ್ತಿದೆ. ಹಾಲು ಉತ್ಪಾದಕರಿಗೆ ಸಮಯಕ್ಕೆ ಸರಿಯಾಗಿ ಹಣ ಪಾವತಿಸಲಾಗುತ್ತಿದೆ. ರೈತರ ಮಕ್ಕಳಿಗೆ ವಿದ್ಯಾರ್ಥಿ ವೇತನ ನೀಡಲಾಗುತ್ತಿದೆ ಎಂದರು. ಕಾರ್ಯಕ್ರಮದಲ್ಲಿ ಸಂಘದ ಅಧ್ಯಕ್ಷರು, ನಿರ್ದೇಶಕರು, ಗ್ರಾಮದ ಮುಖಂಡರು, ರೈತರು ಭಾಗವಹಿಸಿದ್ದರು. ಸಚಿವರನ್ನು ಸಂಘದ ವತಿಯಿಂದ ಸನ್ಮಾನಿಸಲಾಯಿತು. 1263 ಕೋಟಿ ರೂ ಅನುದಾನದಲ್ಲಿ ಜಿಲ್ಲೆಯ ಕುಡಿಯುವ ನೀರಿನ ಯೋಜನೆ ಅನುಷ್ಠಾನಗೊಳಿಸಲಾಗುತ್ತಿದೆ. 2500 ಜನರಿಗೆ ನಿವೇಶನ ನೀಡಲಾಗುವುದು ಎಂದು ತಿಳಿಸಿದರು. (960, 1887, 1520, 2010)
yogi-headline: ಯೋಗಿ ಅರವಿಂದರಿಲ್ಲದೆ ಬೇಂದ್ರೆಯಿಲ್ಲ (311, 654, 986, 720)
yogi-body-left-text: ಯೋಗಿ ಅರವಿಂದರಿಲ್ಲದೆ ಬೇಂದ್ರೆಯಿಲ್ಲ ಎಂದು ಕವಿ, ಸಾಹಿತಿ ಡಾ. ಜಿ.ಬಿ. ಹರೀಶ ಹೇಳಿದರು. ಅಖಿಲ ಭಾರತೀಯ ಸಾಹಿತ್ಯ ಪರಿಷದ್ ಬೆಂಗಳೂರು ಮಹಾನಗರ ಘಟಕದ ವತಿಯಿಂದ ಆಯೋಜಿಸಲಾಗಿದ್ದ ಸಮಗ್ರ ಬೇಂದ್ರೆ ಕಾವ್ಯ ಓದು ಕಾರ್ಯಕ್ರಮದಲ್ಲಿ ಅವರು ಮಾತನಾಡಿದರು. ಬೇಂದ್ರೆಯವರ ಕಾವ್ಯದಲ್ಲಿ ಅರವಿಂದರ ಪ್ರಭಾವ ಗಾಢವಾಗಿದೆ. ಅರವಿಂದರ ಪೂರ್ಣಯೋಗದ ತತ್ವಗಳನ್ನು ಬೇಂದ್ರೆ ತಮ್ಮ ಕವಿತೆಗಳಲ್ಲಿ ಅಳವಡಿಸಿಕೊಂಡಿದ್ದಾರೆ. ನಾಕುತಂತಿ ಸಂಕಲನದಲ್ಲಿ ಈ ಪ್ರಭಾವ ಸ್ಪಷ್ಟವಾಗಿ ಕಾಣುತ್ತದೆ. ಬೇಂದ್ರೆ ಕವಿತೆಗಳಿಗೆ ಆಧಾರವಾದ ಚಿಂತನೆ, ಬೇರು ಹಾಗೂ ದರ್ಶನವು ಅರವಿಂದರ ತತ್ವದಿಂದ ಮೂಡಿಬಂದಿದೆ. ಆದರೆ ಬೇಂದ್ರೆಯವರು ತಮ್ಮದೇ ವಿಶಿಷ್ಟ ಶೈಲಿಯಲ್ಲಿ ಅದನ್ನು ಕನ್ನಡಕ್ಕೆ ತಂದರು. ಬೇಂದ್ರೆಯವರ ಕಾವ್ಯವನ್ನು ಓದುವುದು ಒಂದು ಆಧ್ಯಾತ್ಮಿಕ ಅನುಭವ. ಕನ್ನಡ ಸಾಹಿತ್ಯದಲ್ಲಿ ಬೇಂದ್ರೆ ಅವರ ಸ್ಥಾನ ಅನನ್ಯವಾದುದು ಎಂದರು. ಕಾರ್ಯಕ್ರಮದಲ್ಲಿ ಅನೇಕ ಕವಿಗಳು, ಸಾಹಿತ್ಯಾಸಕ್ತರು ಭಾಗವಹಿಸಿ ಬೇಂದ್ರೆಯವರ ಕವಿತೆಗಳನ್ನು ವಾಚಿಸಿದರು. ಪರಿಷತ್ತಿನ ಪದಾಧಿಕಾರಿಗಳು ಉಪಸ್ಥಿತರಿದ್ದರು. (311, 728, 602, 898)
photo-flower-garland (726, 881, 799, 905)
